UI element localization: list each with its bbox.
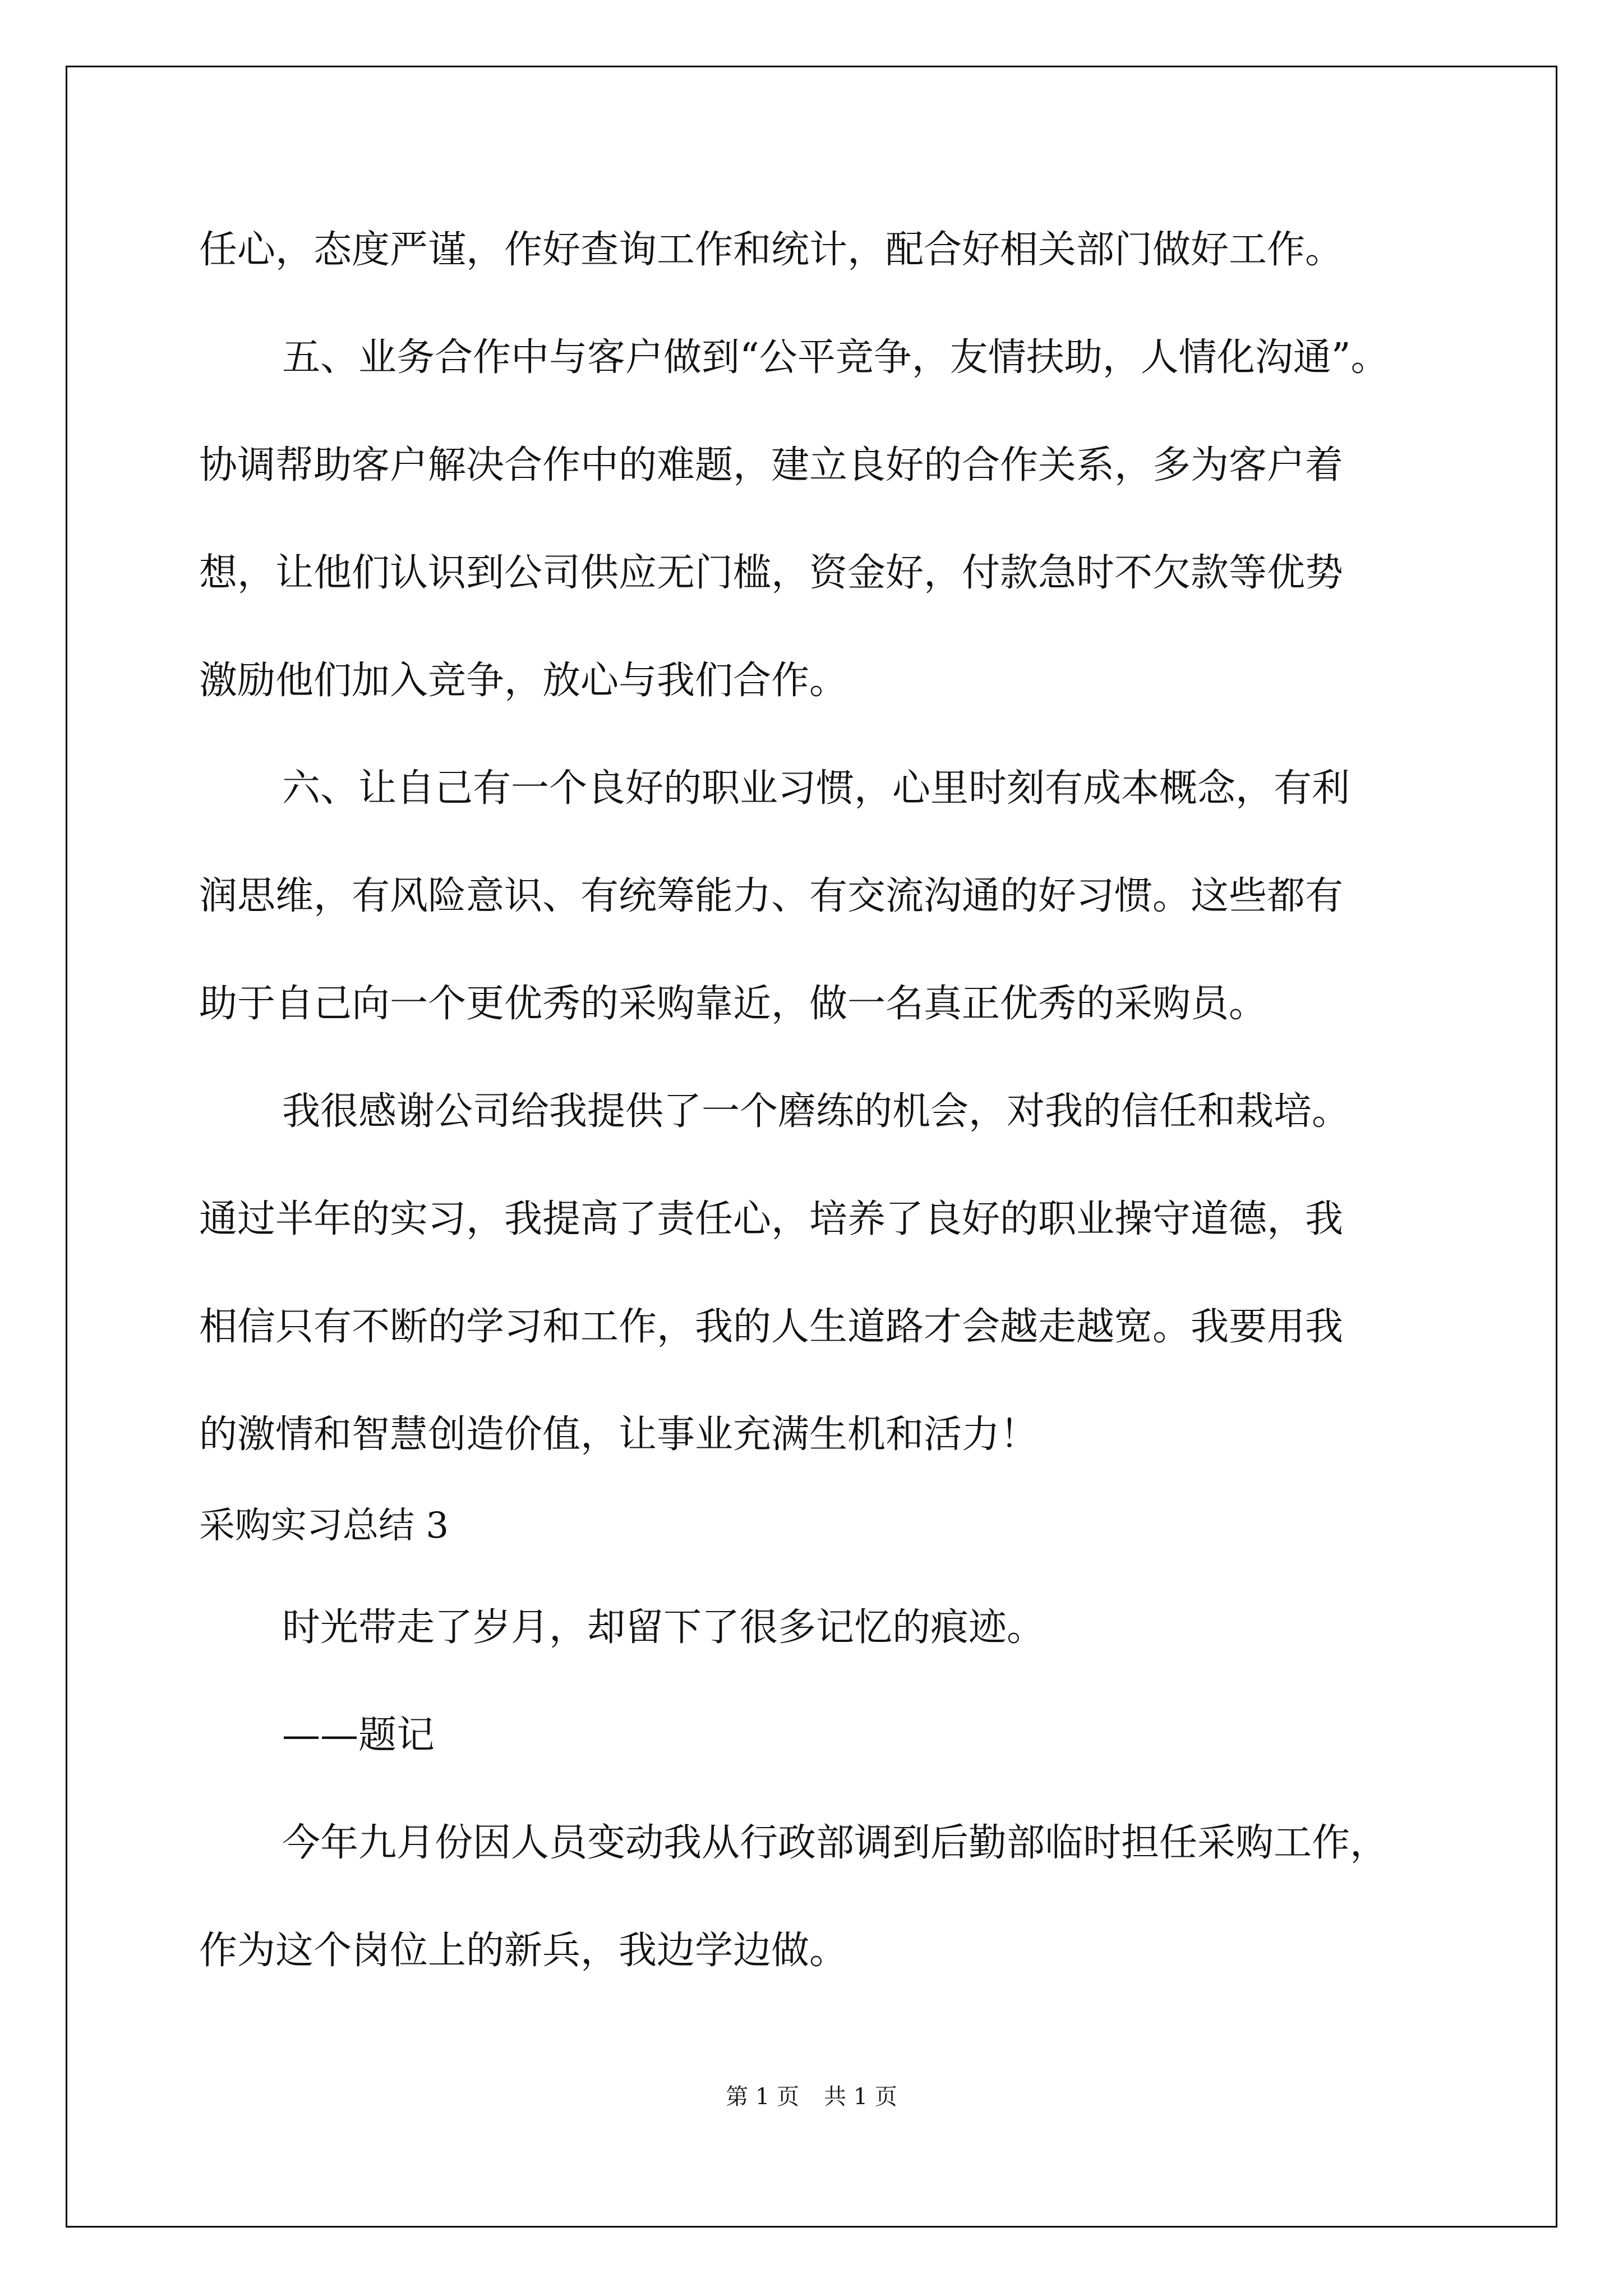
page-footer <box>0 2083 1623 2111</box>
paragraph-line: 时光带走了岁月，却留下了很多记忆的痕迹。 <box>282 1605 1045 1650</box>
paragraph-line: 助于自己向一个更优秀的采购靠近，做一名真正优秀的采购员。 <box>199 982 1267 1026</box>
paragraph-line: 六、让自己有一个良好的职业习惯，心里时刻有成本概念，有利 <box>282 766 1350 811</box>
paragraph-line: 相信只有不断的学习和工作，我的人生道路才会越走越宽。我要用我 <box>199 1305 1344 1349</box>
paragraph-line: 的激情和智慧创造价值，让事业充满生机和活力！ <box>199 1412 1039 1457</box>
paragraph-line: 协调帮助客户解决合作中的难题，建立良好的合作关系，多为客户着 <box>199 443 1344 487</box>
page-number-current: 第 1 页 <box>726 2084 799 2110</box>
epigraph-attribution: ——题记 <box>282 1713 435 1757</box>
paragraph-line: 激励他们加入竞争，放心与我们合作。 <box>199 659 848 703</box>
paragraph-line: 作为这个岗位上的新兵，我边学边做。 <box>199 1929 848 1973</box>
page-number-total: 共 1 页 <box>824 2084 897 2110</box>
paragraph-line: 润思维，有风险意识、有统筹能力、有交流沟通的好习惯。这些都有 <box>199 874 1344 918</box>
paragraph-line: 想，让他们认识到公司供应无门槛，资金好，付款急时不欠款等优势 <box>199 551 1344 595</box>
paragraph-line: 五、业务合作中与客户做到“公平竞争，友情扶助，人情化沟通”。 <box>282 335 1389 380</box>
paragraph-line: 任心，态度严谨，作好查询工作和统计，配合好相关部门做好工作。 <box>199 228 1344 272</box>
page-border <box>66 66 1557 2228</box>
paragraph-line: 通过半年的实习，我提高了责任心，培养了良好的职业操守道德，我 <box>199 1197 1344 1241</box>
paragraph-line: 我很感谢公司给我提供了一个磨练的机会，对我的信任和栽培。 <box>282 1089 1350 1134</box>
section-heading: 采购实习总结 3 <box>199 1505 449 1547</box>
paragraph-line: 今年九月份因人员变动我从行政部调到后勤部临时担任采购工作， <box>282 1821 1389 1865</box>
